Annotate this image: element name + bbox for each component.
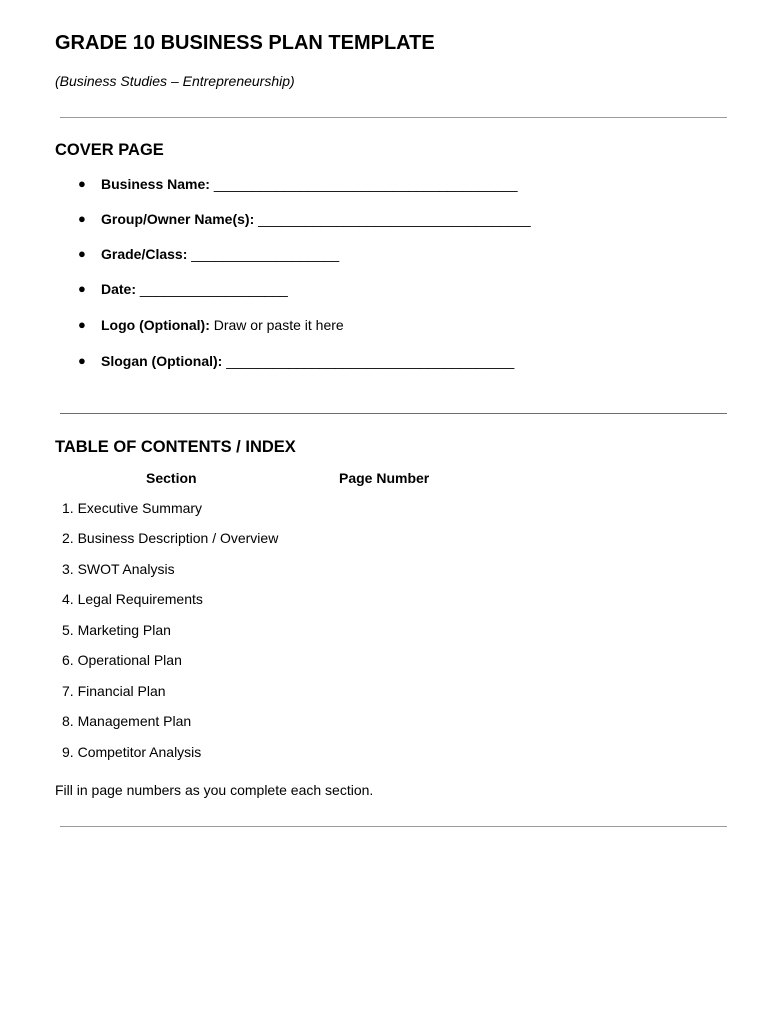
toc-row bbox=[62, 560, 175, 578]
toc-row bbox=[62, 590, 203, 608]
toc-column-page-number: Page Number bbox=[339, 470, 430, 486]
toc-row-section: Legal Requirements bbox=[77, 591, 203, 607]
bullet-icon: ● bbox=[78, 353, 86, 368]
toc-row bbox=[62, 712, 191, 730]
cover-item-label: Slogan (Optional): bbox=[101, 353, 223, 369]
cover-item-label: Date: bbox=[101, 281, 137, 297]
cover-item-date bbox=[0, 279, 768, 299]
cover-item-logo bbox=[0, 315, 768, 335]
cover-item-owner-names bbox=[0, 209, 768, 229]
toc-row bbox=[62, 499, 202, 517]
fill-in-blank: ___________________________________ bbox=[258, 211, 531, 227]
toc-row bbox=[62, 621, 171, 639]
divider bbox=[60, 413, 727, 414]
document-title: GRADE 10 BUSINESS PLAN TEMPLATE bbox=[55, 32, 435, 54]
fill-in-blank: ___________________ bbox=[191, 246, 340, 262]
bullet-icon: ● bbox=[78, 317, 86, 332]
toc-row-number: 5. bbox=[62, 622, 74, 638]
toc-row-section: Management Plan bbox=[77, 713, 192, 729]
toc-row-section: Business Description / Overview bbox=[77, 530, 279, 546]
toc-row-number: 9. bbox=[62, 744, 74, 760]
bullet-icon: ● bbox=[78, 176, 86, 191]
divider bbox=[60, 826, 727, 827]
toc-row-number: 4. bbox=[62, 591, 74, 607]
bullet-icon: ● bbox=[78, 211, 86, 226]
cover-item-label: Group/Owner Name(s): bbox=[101, 211, 255, 227]
toc-row bbox=[62, 529, 278, 547]
toc-row-number: 3. bbox=[62, 561, 74, 577]
cover-item-slogan bbox=[0, 351, 768, 371]
toc-row-section: Marketing Plan bbox=[77, 622, 171, 638]
toc-row bbox=[62, 651, 182, 669]
cover-item-grade-class bbox=[0, 244, 768, 264]
cover-page-heading: COVER PAGE bbox=[55, 141, 164, 159]
toc-row bbox=[62, 682, 166, 700]
toc-note: Fill in page numbers as you complete each section. bbox=[55, 782, 374, 798]
document-subtitle: (Business Studies – Entrepreneurship) bbox=[55, 73, 295, 89]
toc-row-number: 8. bbox=[62, 713, 74, 729]
toc-row-section: SWOT Analysis bbox=[77, 561, 175, 577]
fill-in-blank: ___________________ bbox=[139, 281, 288, 297]
toc-row-number: 2. bbox=[62, 530, 74, 546]
fill-in-blank: _______________________________________ bbox=[213, 176, 518, 192]
toc-row bbox=[62, 743, 201, 761]
toc-row-section: Executive Summary bbox=[77, 500, 203, 516]
toc-heading: TABLE OF CONTENTS / INDEX bbox=[55, 438, 296, 456]
cover-item-label: Grade/Class: bbox=[101, 246, 188, 262]
logo-instruction: Draw or paste it here bbox=[213, 317, 344, 333]
bullet-icon: ● bbox=[78, 246, 86, 261]
toc-row-number: 1. bbox=[62, 500, 74, 516]
cover-item-business-name bbox=[0, 174, 768, 194]
toc-row-section: Competitor Analysis bbox=[77, 744, 202, 760]
bullet-icon: ● bbox=[78, 281, 86, 296]
toc-row-section: Financial Plan bbox=[77, 683, 166, 699]
toc-column-section: Section bbox=[146, 470, 197, 486]
fill-in-blank: _____________________________________ bbox=[226, 353, 515, 369]
divider bbox=[60, 117, 727, 118]
toc-row-section: Operational Plan bbox=[77, 652, 182, 668]
cover-item-label: Logo (Optional): bbox=[101, 317, 210, 333]
cover-item-label: Business Name: bbox=[101, 176, 210, 192]
toc-row-number: 6. bbox=[62, 652, 74, 668]
toc-row-number: 7. bbox=[62, 683, 74, 699]
